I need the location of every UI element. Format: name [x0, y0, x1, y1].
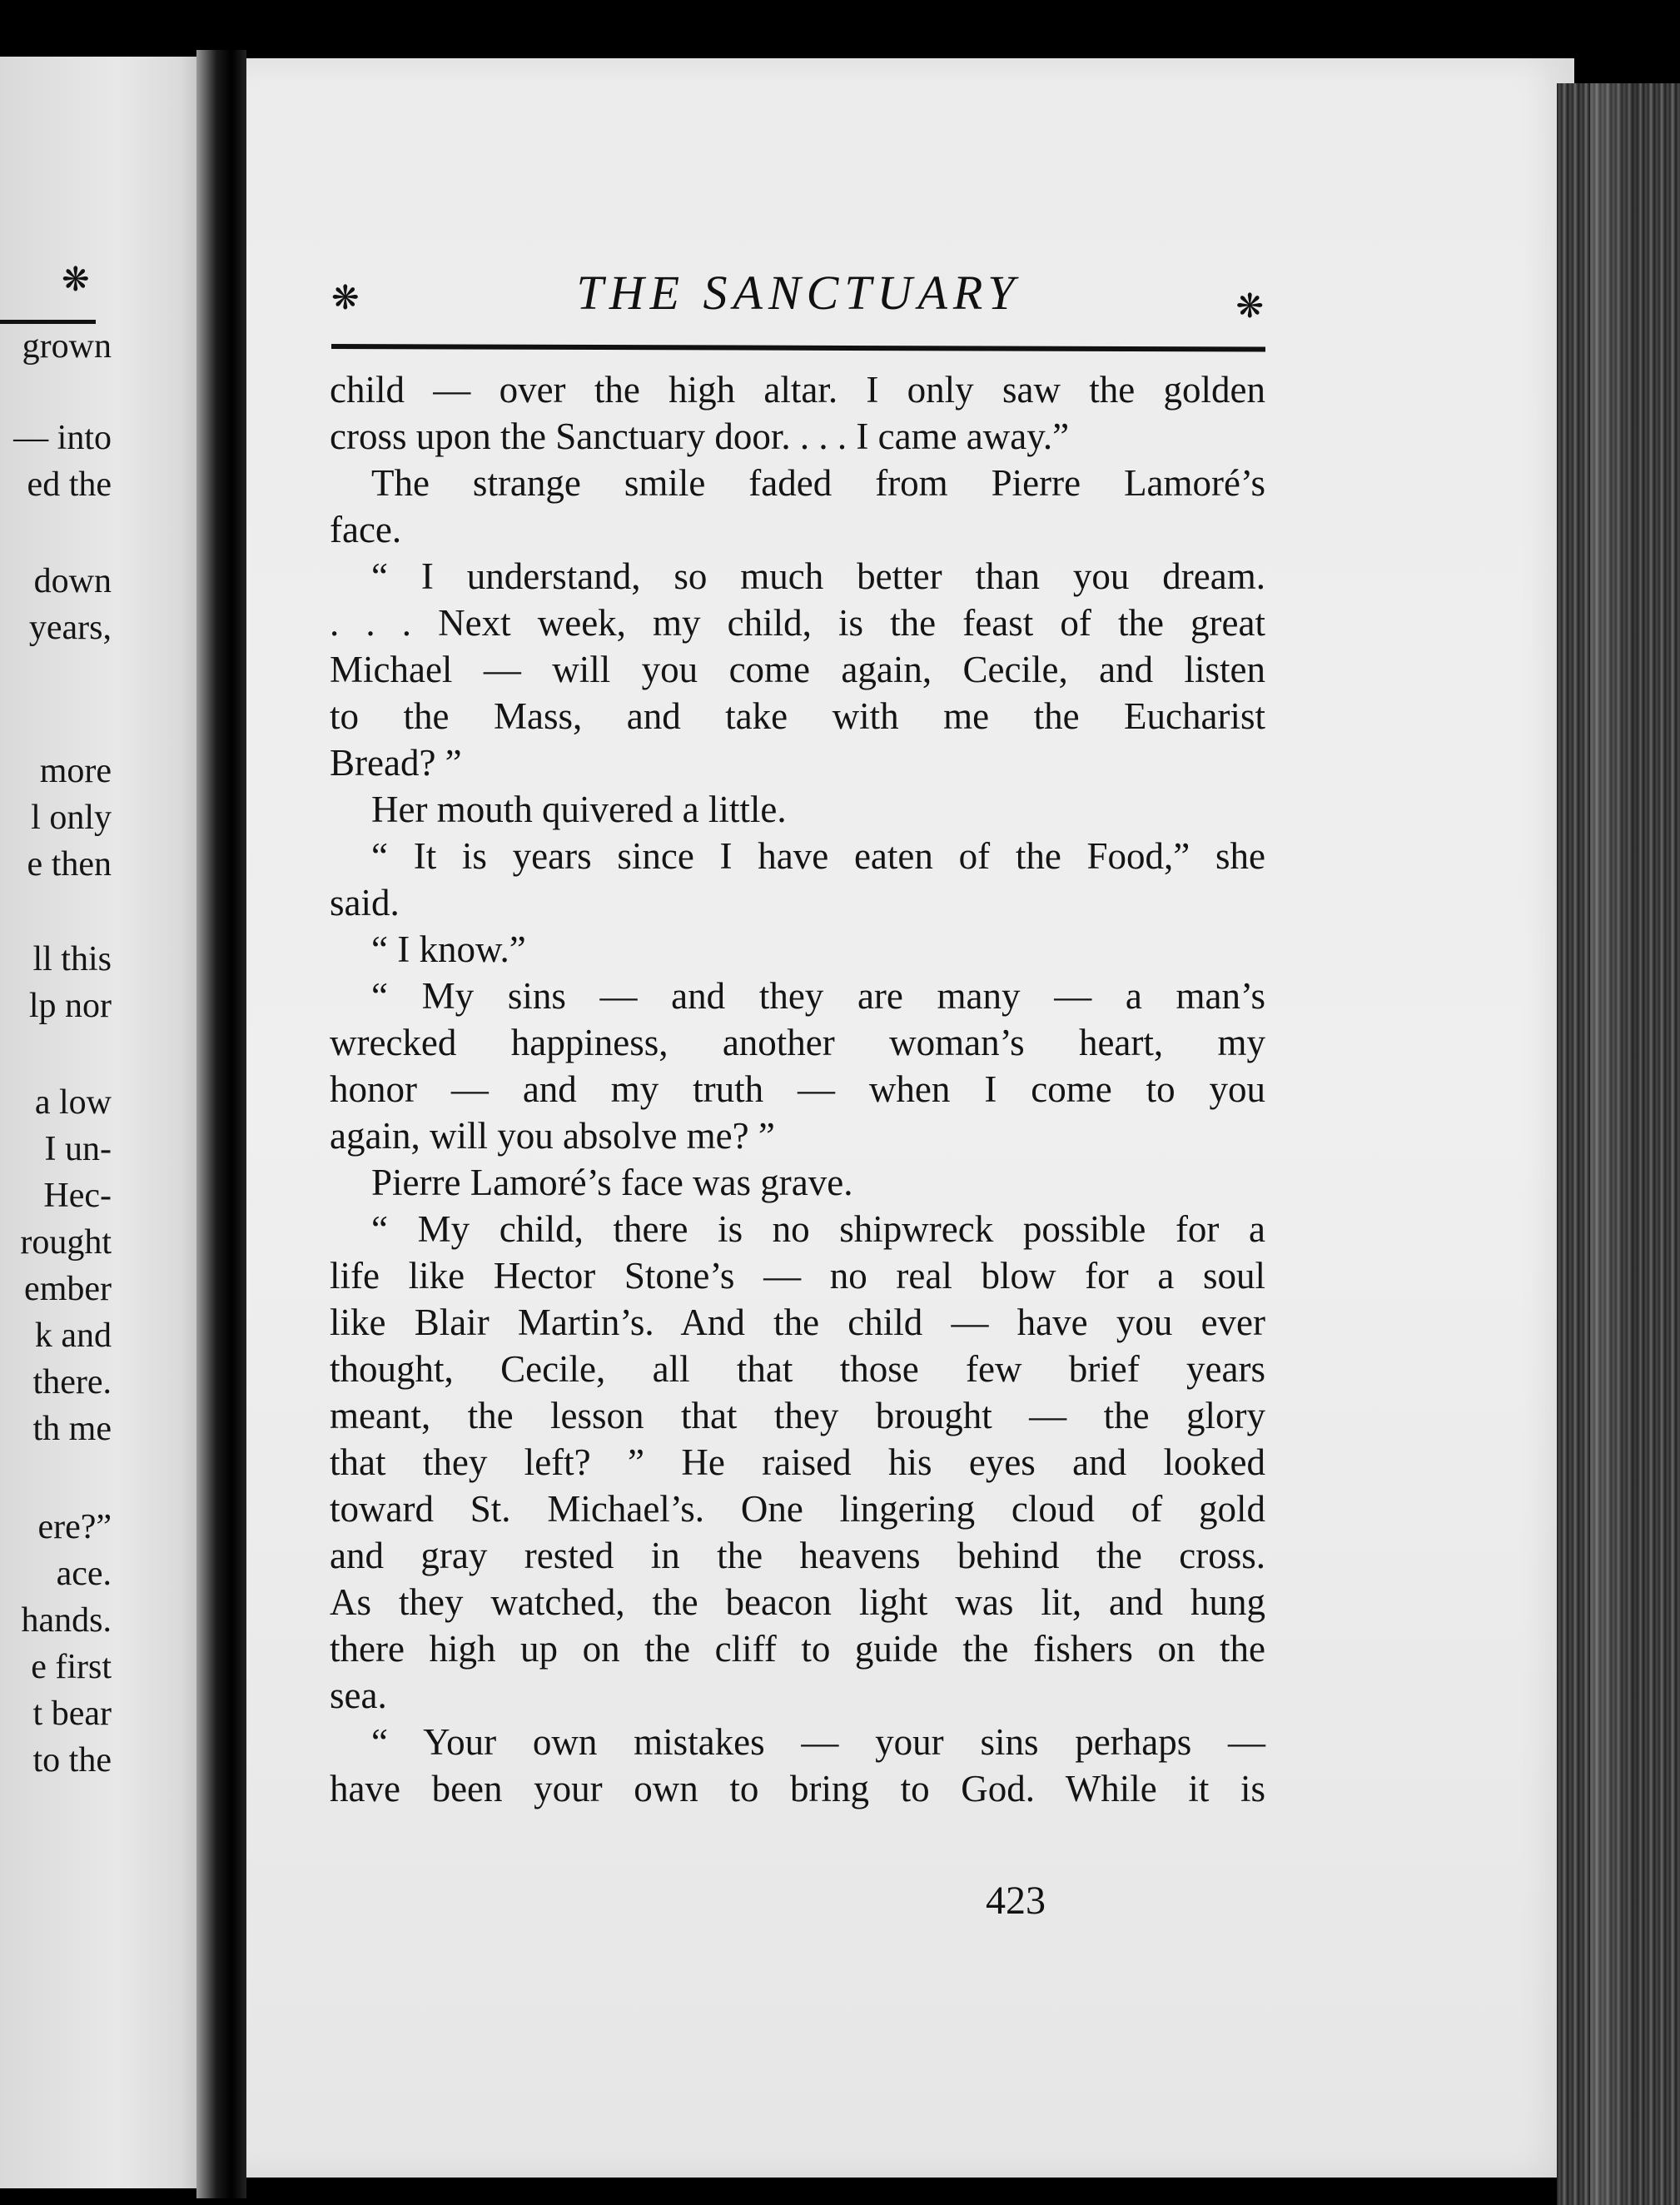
- text-line: As they watched, the beacon light was lit, and hung: [330, 1581, 1265, 1623]
- text-line: The strange smile faded from Pierre Lamoré’s: [371, 462, 1265, 504]
- page-header: [331, 265, 1265, 331]
- text-line: toward St. Michael’s. One lingering cloud of gold: [330, 1488, 1265, 1530]
- text-line: cross upon the Sanctuary door. . . . I came away.”: [330, 416, 1070, 457]
- text-line: wrecked happiness, another woman’s heart, my: [330, 1022, 1265, 1063]
- header-ornament-left: ❋: [331, 279, 360, 316]
- left-page-line: ace.: [56, 1555, 112, 1593]
- left-page-line: e first: [31, 1648, 112, 1686]
- text-line: there high up on the cliff to guide the fishers on the: [330, 1628, 1265, 1670]
- text-line: to the Mass, and take with me the Eucharist: [330, 695, 1265, 737]
- text-line: again, will you absolve me? ”: [330, 1115, 775, 1157]
- left-page-line: years,: [28, 609, 112, 647]
- left-page-line: ed the: [27, 465, 112, 504]
- text-line: Michael — will you come again, Cecile, and listen: [330, 649, 1265, 690]
- text-line: and gray rested in the heavens behind the cross.: [330, 1535, 1265, 1576]
- left-page-line: Hec-: [43, 1177, 112, 1215]
- left-page-line: ember: [24, 1270, 112, 1308]
- left-page-rule: [0, 320, 96, 324]
- left-page-line: rought: [20, 1223, 112, 1262]
- text-line: thought, Cecile, all that those few brief years: [330, 1348, 1265, 1390]
- text-line: child — over the high altar. I only saw the golden: [330, 369, 1265, 411]
- fore-edge: [1557, 83, 1680, 2205]
- text-line: have been your own to bring to God. While it is: [330, 1768, 1265, 1809]
- running-head: THE SANCTUARY: [576, 266, 1021, 320]
- page-number: 423: [986, 1879, 1046, 1923]
- text-line: like Blair Martin’s. And the child — have you ever: [330, 1302, 1265, 1343]
- text-line: “ My sins — and they are many — a man’s: [371, 975, 1265, 1017]
- text-line: “ I understand, so much better than you dream.: [371, 555, 1265, 597]
- left-page-line: grown: [22, 327, 112, 366]
- text-line: Bread? ”: [330, 742, 462, 784]
- left-page-line: more: [39, 752, 112, 790]
- left-page-line: l only: [31, 799, 112, 837]
- gutter: [196, 50, 246, 2198]
- text-line: meant, the lesson that they brought — the glory: [330, 1395, 1265, 1436]
- text-line: “ I know.”: [371, 928, 526, 970]
- left-page-line: down: [33, 562, 112, 600]
- header-ornament-right: ❋: [1235, 287, 1264, 325]
- text-line: “ Your own mistakes — your sins perhaps —: [371, 1721, 1265, 1763]
- text-line: Her mouth quivered a little.: [371, 789, 787, 830]
- left-page-line: t bear: [32, 1695, 112, 1733]
- left-page-line: th me: [32, 1410, 112, 1448]
- text-line: . . . Next week, my child, is the feast of the great: [330, 602, 1265, 644]
- left-page-line: there.: [32, 1363, 112, 1401]
- left-page-line: hands.: [21, 1601, 112, 1640]
- left-page-line: to the: [32, 1741, 112, 1779]
- left-page-line: ere?”: [37, 1508, 112, 1546]
- text-line: “ My child, there is no shipwreck possible for a: [371, 1208, 1265, 1250]
- text-line: sea.: [330, 1675, 387, 1716]
- text-line: life like Hector Stone’s — no real blow for a soul: [330, 1255, 1265, 1297]
- text-line: face.: [330, 509, 402, 550]
- text-line: that they left? ” He raised his eyes and looked: [330, 1441, 1265, 1483]
- text-line: said.: [330, 882, 400, 923]
- left-page-line: I un-: [44, 1130, 112, 1168]
- left-page-line: ll this: [32, 940, 112, 978]
- text-line: Pierre Lamoré’s face was grave.: [371, 1162, 853, 1203]
- body-text: [330, 366, 1265, 1812]
- text-line: honor — and my truth — when I come to you: [330, 1068, 1265, 1110]
- left-page-ornament: ❋: [62, 261, 90, 298]
- left-page-line: e then: [27, 845, 112, 883]
- left-page-line: — into: [13, 419, 112, 457]
- text-line: “ It is years since I have eaten of the Food,” she: [371, 835, 1265, 877]
- left-page-line: k and: [34, 1317, 112, 1355]
- left-page-line: a low: [34, 1083, 112, 1122]
- previous-page: [0, 57, 212, 2188]
- left-page-line: lp nor: [28, 987, 112, 1025]
